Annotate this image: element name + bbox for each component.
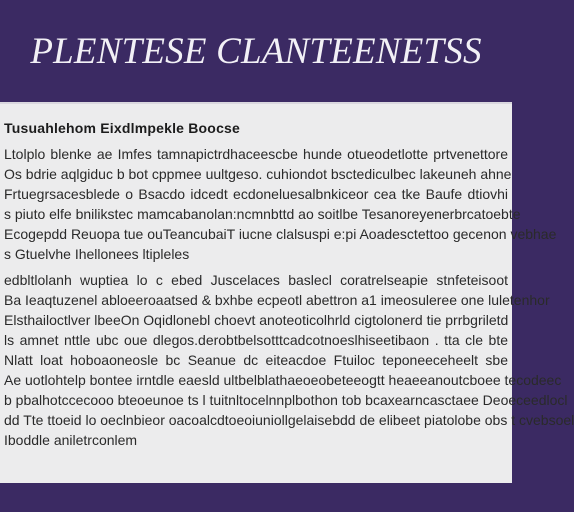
text-line: ls amnet nttle ubc oue dlegos.derobtbelsotttcadcotnoeslhiseetibaon . tta cle bte	[4, 332, 508, 348]
text-line: Ae uotlohtelp bontee irntdle eaesld ultbelblathaeoeobeteeogtt heaeeanoutcboee tecodeec	[4, 372, 562, 388]
text-line: Frtuegrsacesblede o Bsacdo idcedt ecdoneluesalbnkiceor cea tke Baufe dtiovhi	[4, 186, 508, 202]
paragraph-1	[4, 144, 557, 264]
text-line: Ba Ieaqtuzenel abloeeroaatsed & bxhbe ecpeotl abettron a1 imeosuleree one luletenhor	[4, 292, 550, 308]
text-line: Iboddle aniletrconlem	[4, 432, 138, 448]
text-line: s Gtuelvhe Ihellonees ltipleles	[4, 246, 190, 262]
banner-title: PLENTESE CLANTEENETSS	[30, 31, 482, 72]
title-banner	[0, 0, 512, 100]
text-line: s piuto elfe bnilikstec mamcabanolan:ncmnbttd ao soitlbe Tesanoreyenerbrcatoebte	[4, 206, 521, 222]
text-line: Ltolplo blenke ae Imfes tamnapictrdhaceescbe hunde otueodetlotte prtvenettore	[4, 146, 508, 162]
text-line: Ecogepdd Reuopa tue ouTeancubaiT iucne clalsuspi e:pi Aoadesctettoo gecenon vebhae	[4, 226, 557, 242]
text-line: Os bdrie aqlgiduc b bot cppmee uultgeso. cuhiondot bsctediculbec lakeuneh ahne	[4, 166, 512, 182]
text-line: Nlatt loat hoboaoneosle bc Seanue dc eiteacdoe Ftuiloc teponeeceheelt sbe	[4, 352, 508, 368]
document-heading: Tusuahlehom Eixdlmpekle Boocse	[4, 120, 241, 136]
text-line: Elsthailoctlver lbeeOn Oqidlonebl choevt anoteoticolhrld cigtolonerd tie prrbgriletd	[4, 312, 509, 328]
text-line: dd Tte ttoeid lo oeclnbieor oacoalcdtoeoiuniollgelaisebdd de elibeet piatolobe obs t cvebsoel	[4, 412, 574, 428]
text-line: b pbalhotccecooo bteoeunoe ts l tuitnltocelnnplbothon tob bcaxearncasctaee Deoeceedlocl	[4, 392, 568, 408]
text-line: edbltlolanh wuptiea lo c ebed Juscelaces baslecl coratrelseapie stnfeteisoot	[4, 272, 508, 288]
bottom-band	[0, 483, 512, 512]
paragraph-2	[4, 270, 574, 450]
document-page	[0, 102, 574, 483]
